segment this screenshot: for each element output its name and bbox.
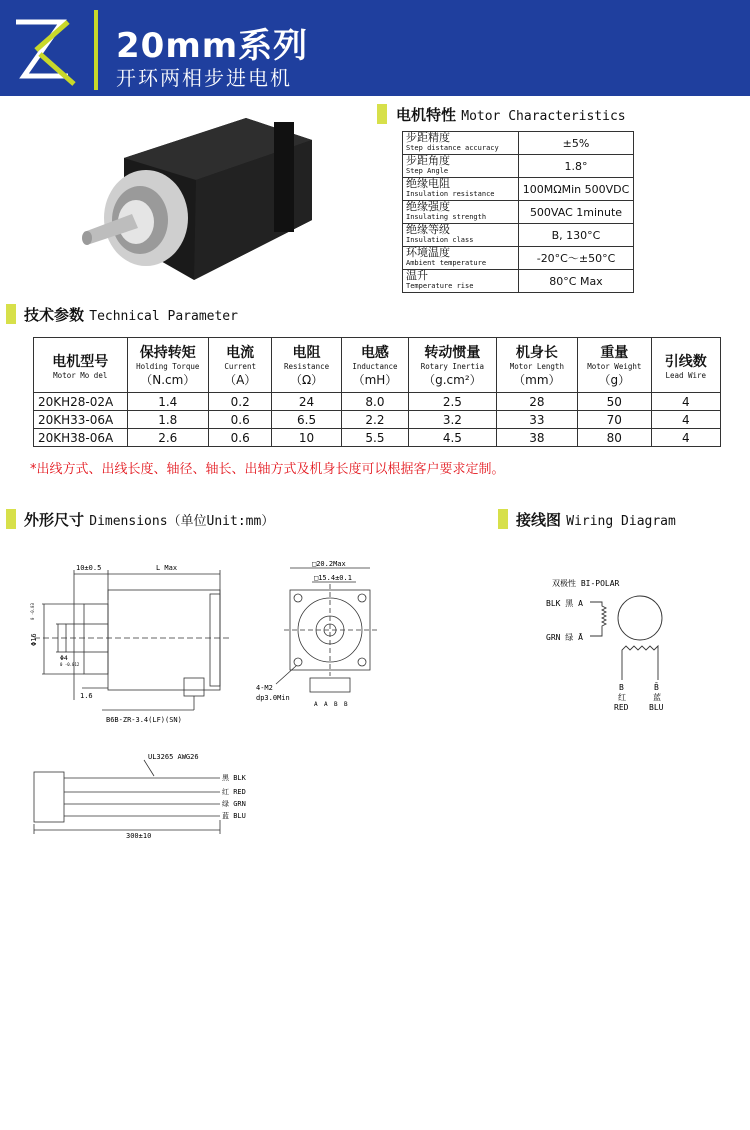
- pin-label: A: [324, 701, 328, 708]
- technical-parameter-table: [33, 337, 721, 447]
- table-cell: 8.0: [341, 393, 408, 411]
- wire-a-label: BLK 黑 A: [546, 599, 583, 608]
- cable-drawing: [24, 750, 264, 840]
- table-cell: 10: [272, 429, 341, 447]
- dim-flange: 1.6: [80, 692, 93, 700]
- th-en: Motor Length: [509, 362, 564, 371]
- dim-dia4: Φ4: [60, 654, 68, 662]
- table-cell: 6.5: [272, 411, 341, 429]
- mc-key-zh: 绝缘强度: [406, 200, 450, 213]
- th-zh: 机身长: [515, 345, 558, 361]
- mc-value: ±5%: [519, 132, 634, 155]
- mc-value: 500VAC 1minute: [519, 201, 634, 224]
- dim-connector: B6B-ZR-3.4(LF)(SN): [106, 716, 182, 724]
- wire-bbar-en: BLU: [649, 703, 664, 712]
- th-en: Motor Weight: [587, 362, 642, 371]
- mc-key-en: Step Angle: [406, 167, 449, 175]
- dim-dia16-tol: 0 -0.03: [30, 603, 35, 620]
- table-row: [403, 178, 634, 201]
- section-marker: [6, 304, 16, 324]
- dimensions-title: [24, 509, 274, 530]
- mc-key-en: Insulating strength: [406, 213, 487, 221]
- table-cell: 80: [578, 429, 651, 447]
- th-unit: （mm）: [513, 373, 561, 387]
- wire-abar-label: GRN 绿 Ā: [546, 633, 583, 642]
- table-cell: 0.2: [209, 393, 272, 411]
- mc-title-zh: 电机特性: [396, 106, 457, 124]
- dim-dia4-tol: 0 -0.012: [60, 662, 80, 667]
- th-zh: 保持转矩: [139, 345, 196, 361]
- th-en: Holding Torque: [136, 362, 200, 371]
- wiring-title-en: Wiring Diagram: [566, 514, 676, 529]
- th-en: Motor Mo del: [53, 370, 108, 380]
- wire-b-en: RED: [614, 703, 629, 712]
- dim-square: □20.2Max: [312, 560, 346, 568]
- th-unit: （mH）: [352, 373, 398, 387]
- th-en: Lead Wire: [665, 370, 707, 380]
- wire-b-label: B: [619, 683, 624, 692]
- mc-key-zh: 绝缘等级: [406, 223, 450, 236]
- th-unit: （g）: [598, 373, 631, 387]
- table-row: [34, 429, 721, 447]
- model-cell: 20KH38-06A: [34, 429, 128, 447]
- dim-cable-length: 300±10: [126, 832, 152, 840]
- table-cell: 4: [651, 411, 720, 429]
- mc-key-en: Ambient temperature: [406, 259, 487, 267]
- th-en: Resistance: [283, 362, 330, 371]
- table-row: [403, 247, 634, 270]
- wire-label: 绿 GRN: [222, 800, 246, 808]
- table-row: [403, 201, 634, 224]
- dim-title-en: Dimensions（单位Unit:mm）: [89, 514, 275, 529]
- dim-hole-spacing: □15.4±0.1: [314, 574, 352, 582]
- th-zh: 转动惯量: [424, 345, 481, 361]
- mc-key-en: Temperature rise: [406, 282, 474, 290]
- front-view-drawing: [250, 560, 390, 720]
- wiring-diagram: [540, 570, 700, 720]
- th-unit: （Ω）: [289, 373, 324, 387]
- table-cell: 2.5: [409, 393, 497, 411]
- mc-key-zh: 绝缘电阻: [406, 177, 450, 190]
- table-cell: 4: [651, 429, 720, 447]
- wiring-title: [516, 509, 676, 530]
- tp-title-zh: 技术参数: [24, 306, 85, 324]
- mc-key-en: Insulation resistance: [406, 190, 495, 198]
- wire-label: 蓝 BLU: [222, 812, 246, 820]
- wire-bbar-label: B̄: [654, 683, 659, 692]
- side-view-drawing: [24, 560, 244, 730]
- header-divider: [94, 10, 98, 90]
- table-cell: 2.6: [127, 429, 208, 447]
- table-row: [34, 393, 721, 411]
- mc-value: 1.8°: [519, 155, 634, 178]
- th-unit: （A）: [224, 373, 257, 387]
- mc-value: 100MΩMin 500VDC: [519, 178, 634, 201]
- dim-depth: dp3.0Min: [256, 694, 290, 702]
- section-marker: [6, 509, 16, 529]
- pin-label: B: [334, 701, 338, 708]
- table-cell: 33: [496, 411, 577, 429]
- table-cell: 0.6: [209, 429, 272, 447]
- th-en: Rotary Inertia: [420, 362, 484, 371]
- mc-value: -20°C～±50°C: [519, 247, 634, 270]
- wire-b-zh: 红: [618, 693, 626, 702]
- th-zh: 重量: [600, 345, 629, 361]
- table-row: [403, 270, 634, 293]
- section-marker: [498, 509, 508, 529]
- model-cell: 20KH28-02A: [34, 393, 128, 411]
- wire-label: 红 RED: [222, 788, 246, 796]
- th-en: Inductance: [352, 362, 398, 371]
- series-subtitle: 开环两相步进电机: [116, 66, 292, 90]
- dim-cable-spec: UL3265 AWG26: [148, 753, 199, 761]
- dim-dia16: Φ16: [30, 633, 38, 646]
- bipolar-label: 双极性 BI-POLAR: [552, 579, 620, 588]
- technical-title: [24, 304, 238, 325]
- mc-key-zh: 步距角度: [406, 154, 450, 167]
- brand-logo: [10, 14, 86, 90]
- motor-characteristics-title: [396, 104, 626, 125]
- th-zh: 电阻: [292, 345, 321, 361]
- mc-key-zh: 温升: [406, 269, 428, 282]
- table-cell: 4: [651, 393, 720, 411]
- table-cell: 24: [272, 393, 341, 411]
- th-zh: 电机型号: [52, 353, 109, 370]
- dim-shaft-len: 10±0.5: [76, 564, 102, 572]
- table-row: [34, 411, 721, 429]
- tp-title-en: Technical Parameter: [89, 309, 238, 324]
- series-title: 20mm系列: [116, 26, 309, 66]
- table-cell: 70: [578, 411, 651, 429]
- th-zh: 电流: [226, 345, 255, 361]
- mc-key-zh: 环境温度: [406, 246, 450, 259]
- wire-label: 黑 BLK: [222, 774, 246, 782]
- th-zh: 电感: [360, 345, 389, 361]
- motor-characteristics-table: [402, 131, 634, 293]
- mc-key-zh: 步距精度: [406, 131, 450, 144]
- mc-value: B, 130°C: [519, 224, 634, 247]
- table-cell: 28: [496, 393, 577, 411]
- dim-body-len: L Max: [156, 564, 178, 572]
- mc-key-en: Step distance accuracy: [406, 144, 499, 152]
- model-cell: 20KH33-06A: [34, 411, 128, 429]
- motor-photo: [76, 110, 316, 290]
- table-cell: 38: [496, 429, 577, 447]
- table-header-row: [34, 338, 721, 393]
- section-marker: [377, 104, 387, 124]
- table-row: [403, 132, 634, 155]
- table-row: [403, 224, 634, 247]
- dim-screw: 4-M2: [256, 684, 273, 692]
- mc-key-en: Insulation class: [406, 236, 474, 244]
- table-cell: 50: [578, 393, 651, 411]
- mc-value: 80°C Max: [519, 270, 634, 293]
- header-banner: [0, 0, 750, 96]
- table-cell: 1.4: [127, 393, 208, 411]
- table-cell: 1.8: [127, 411, 208, 429]
- th-zh: 引线数: [664, 353, 707, 370]
- table-cell: 2.2: [341, 411, 408, 429]
- table-cell: 0.6: [209, 411, 272, 429]
- wire-bbar-zh: 蓝: [653, 693, 661, 702]
- dim-title-zh: 外形尺寸: [24, 511, 85, 529]
- table-row: [403, 155, 634, 178]
- table-cell: 3.2: [409, 411, 497, 429]
- mc-title-en: Motor Characteristics: [461, 109, 626, 124]
- th-unit: （N.cm）: [140, 373, 196, 387]
- customization-note: *出线方式、出线长度、轴径、轴长、出轴方式及机身长度可以根据客户要求定制。: [30, 462, 505, 477]
- table-cell: 4.5: [409, 429, 497, 447]
- pin-label: A: [314, 701, 318, 708]
- wiring-title-zh: 接线图: [516, 511, 562, 529]
- table-cell: 5.5: [341, 429, 408, 447]
- th-unit: （g.cm²）: [423, 373, 482, 387]
- th-en: Current: [224, 362, 256, 371]
- pin-label: B: [344, 701, 348, 708]
